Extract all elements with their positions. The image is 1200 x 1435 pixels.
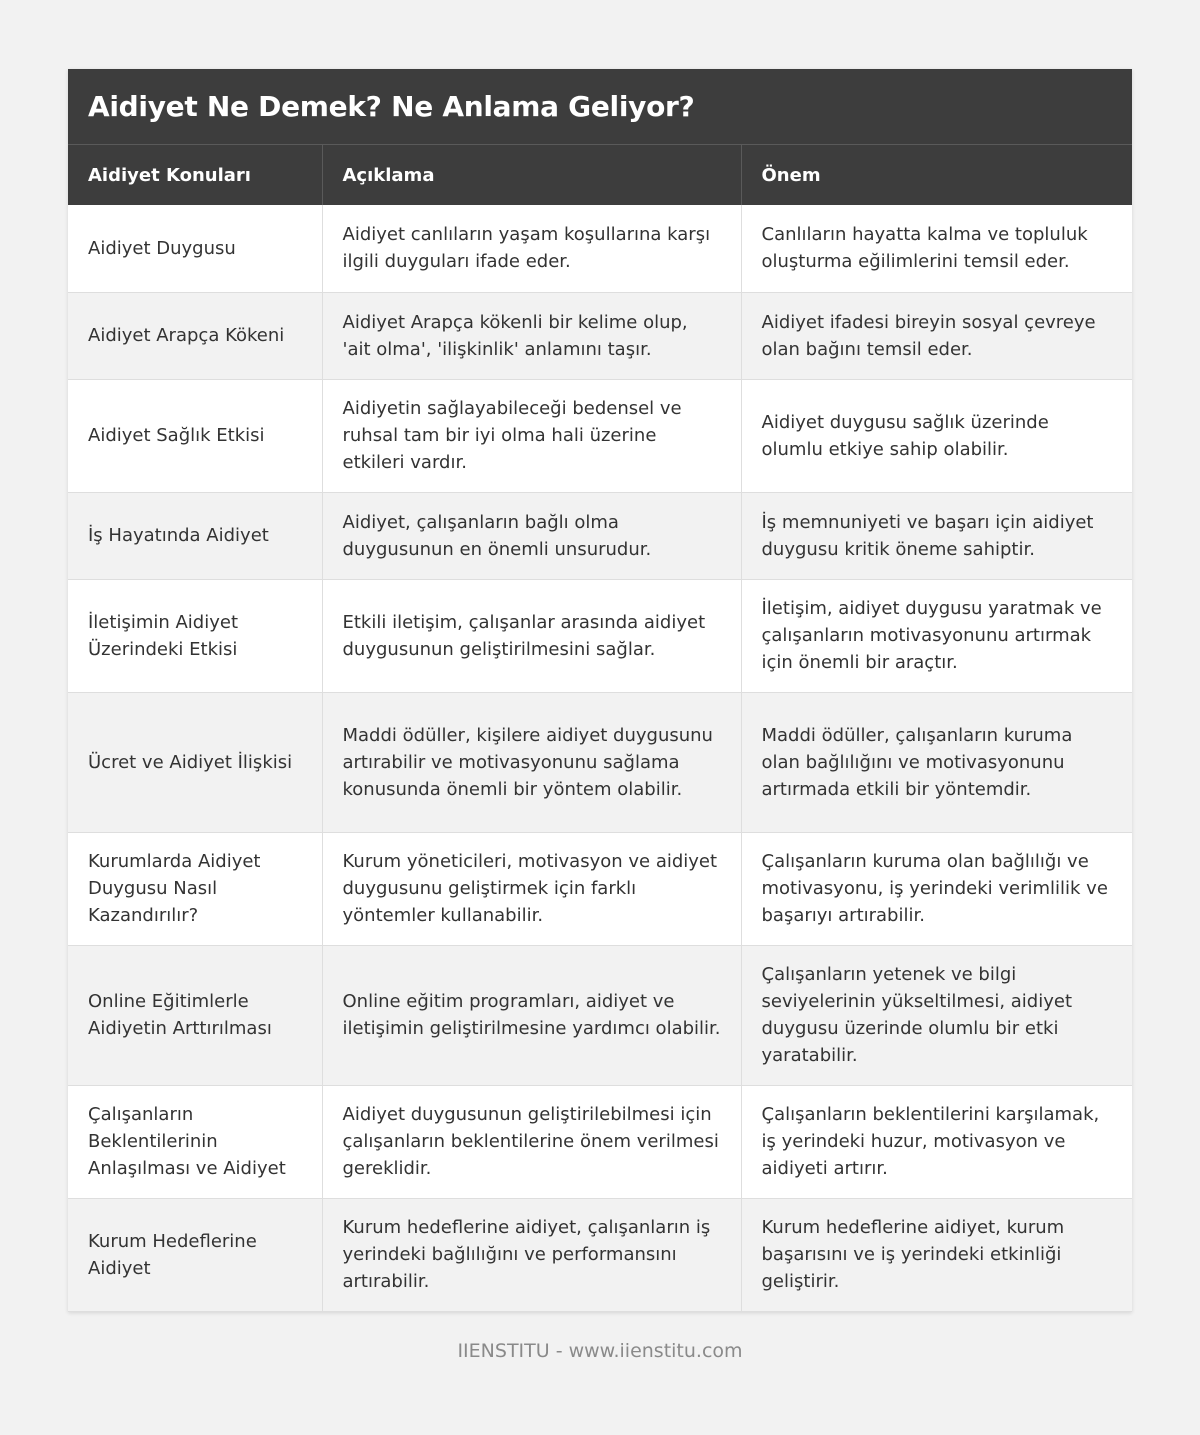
- topic-cell: İletişimin Aidiyet Üzerindeki Etkisi: [68, 579, 322, 692]
- topic-cell: Online Eğitimlerle Aidiyetin Arttırılması: [68, 945, 322, 1085]
- description-cell: Aidiyet Arapça kökenli bir kelime olup, 'ait olma', 'ilişkinlik' anlamını taşır.: [322, 292, 741, 379]
- importance-cell: Kurum hedeflerine aidiyet, kurum başarısını ve iş yerindeki etkinliği geliştirir.: [741, 1198, 1132, 1311]
- description-cell: Maddi ödüller, kişilere aidiyet duygusunu artırabilir ve motivasyonunu sağlama konusunda önemli bir yöntem olabilir.: [322, 692, 741, 832]
- page-title: Aidiyet Ne Demek? Ne Anlama Geliyor?: [88, 90, 695, 123]
- table-row: [68, 492, 1132, 579]
- topic-cell: İş Hayatında Aidiyet: [68, 492, 322, 579]
- table-row: [68, 379, 1132, 492]
- table-row: [68, 945, 1132, 1085]
- table-row: [68, 1198, 1132, 1311]
- table-row: [68, 579, 1132, 692]
- topic-cell: Aidiyet Sağlık Etkisi: [68, 379, 322, 492]
- column-header-importance: Önem: [741, 145, 1132, 205]
- importance-cell: Çalışanların beklentilerini karşılamak, iş yerindeki huzur, motivasyon ve aidiyeti artırır.: [741, 1085, 1132, 1198]
- table-row: [68, 292, 1132, 379]
- title-bar: [68, 69, 1132, 145]
- table-row: [68, 205, 1132, 292]
- importance-cell: İş memnuniyeti ve başarı için aidiyet duygusu kritik öneme sahiptir.: [741, 492, 1132, 579]
- table-row: [68, 692, 1132, 832]
- footer-credit: IIENSTITU - www.iienstitu.com: [457, 1340, 743, 1362]
- data-table: [68, 145, 1132, 1312]
- topic-cell: Kurum Hedeflerine Aidiyet: [68, 1198, 322, 1311]
- topic-cell: Aidiyet Duygusu: [68, 205, 322, 292]
- importance-cell: Maddi ödüller, çalışanların kuruma olan bağlılığını ve motivasyonunu artırmada etkili bir yöntemdir.: [741, 692, 1132, 832]
- topic-cell: Ücret ve Aidiyet İlişkisi: [68, 692, 322, 832]
- table-row: [68, 1085, 1132, 1198]
- column-header-topics: Aidiyet Konuları: [68, 145, 322, 205]
- table-card: [68, 69, 1132, 1312]
- topic-cell: Çalışanların Beklentilerinin Anlaşılması ve Aidiyet: [68, 1085, 322, 1198]
- table-row: [68, 832, 1132, 945]
- topic-cell: Aidiyet Arapça Kökeni: [68, 292, 322, 379]
- description-cell: Kurum yöneticileri, motivasyon ve aidiyet duygusunu geliştirmek için farklı yöntemler kullanabilir.: [322, 832, 741, 945]
- importance-cell: İletişim, aidiyet duygusu yaratmak ve çalışanların motivasyonunu artırmak için önemli bir araçtır.: [741, 579, 1132, 692]
- importance-cell: Canlıların hayatta kalma ve topluluk oluşturma eğilimlerini temsil eder.: [741, 205, 1132, 292]
- topic-cell: Kurumlarda Aidiyet Duygusu Nasıl Kazandırılır?: [68, 832, 322, 945]
- description-cell: Aidiyet duygusunun geliştirilebilmesi için çalışanların beklentilerine önem verilmesi gereklidir.: [322, 1085, 741, 1198]
- description-cell: Aidiyet, çalışanların bağlı olma duygusunun en önemli unsurudur.: [322, 492, 741, 579]
- description-cell: Online eğitim programları, aidiyet ve iletişimin geliştirilmesine yardımcı olabilir.: [322, 945, 741, 1085]
- description-cell: Aidiyetin sağlayabileceği bedensel ve ruhsal tam bir iyi olma hali üzerine etkileri vardır.: [322, 379, 741, 492]
- column-header-description: Açıklama: [322, 145, 741, 205]
- description-cell: Etkili iletişim, çalışanlar arasında aidiyet duygusunun geliştirilmesini sağlar.: [322, 579, 741, 692]
- importance-cell: Aidiyet duygusu sağlık üzerinde olumlu etkiye sahip olabilir.: [741, 379, 1132, 492]
- table-header-row: [68, 145, 1132, 205]
- description-cell: Kurum hedeflerine aidiyet, çalışanların iş yerindeki bağlılığını ve performansını artırabilir.: [322, 1198, 741, 1311]
- description-cell: Aidiyet canlıların yaşam koşullarına karşı ilgili duyguları ifade eder.: [322, 205, 741, 292]
- importance-cell: Aidiyet ifadesi bireyin sosyal çevreye olan bağını temsil eder.: [741, 292, 1132, 379]
- importance-cell: Çalışanların yetenek ve bilgi seviyelerinin yükseltilmesi, aidiyet duygusu üzerinde olumlu bir etki yaratabilir.: [741, 945, 1132, 1085]
- importance-cell: Çalışanların kuruma olan bağlılığı ve motivasyonu, iş yerindeki verimlilik ve başarıyı artırabilir.: [741, 832, 1132, 945]
